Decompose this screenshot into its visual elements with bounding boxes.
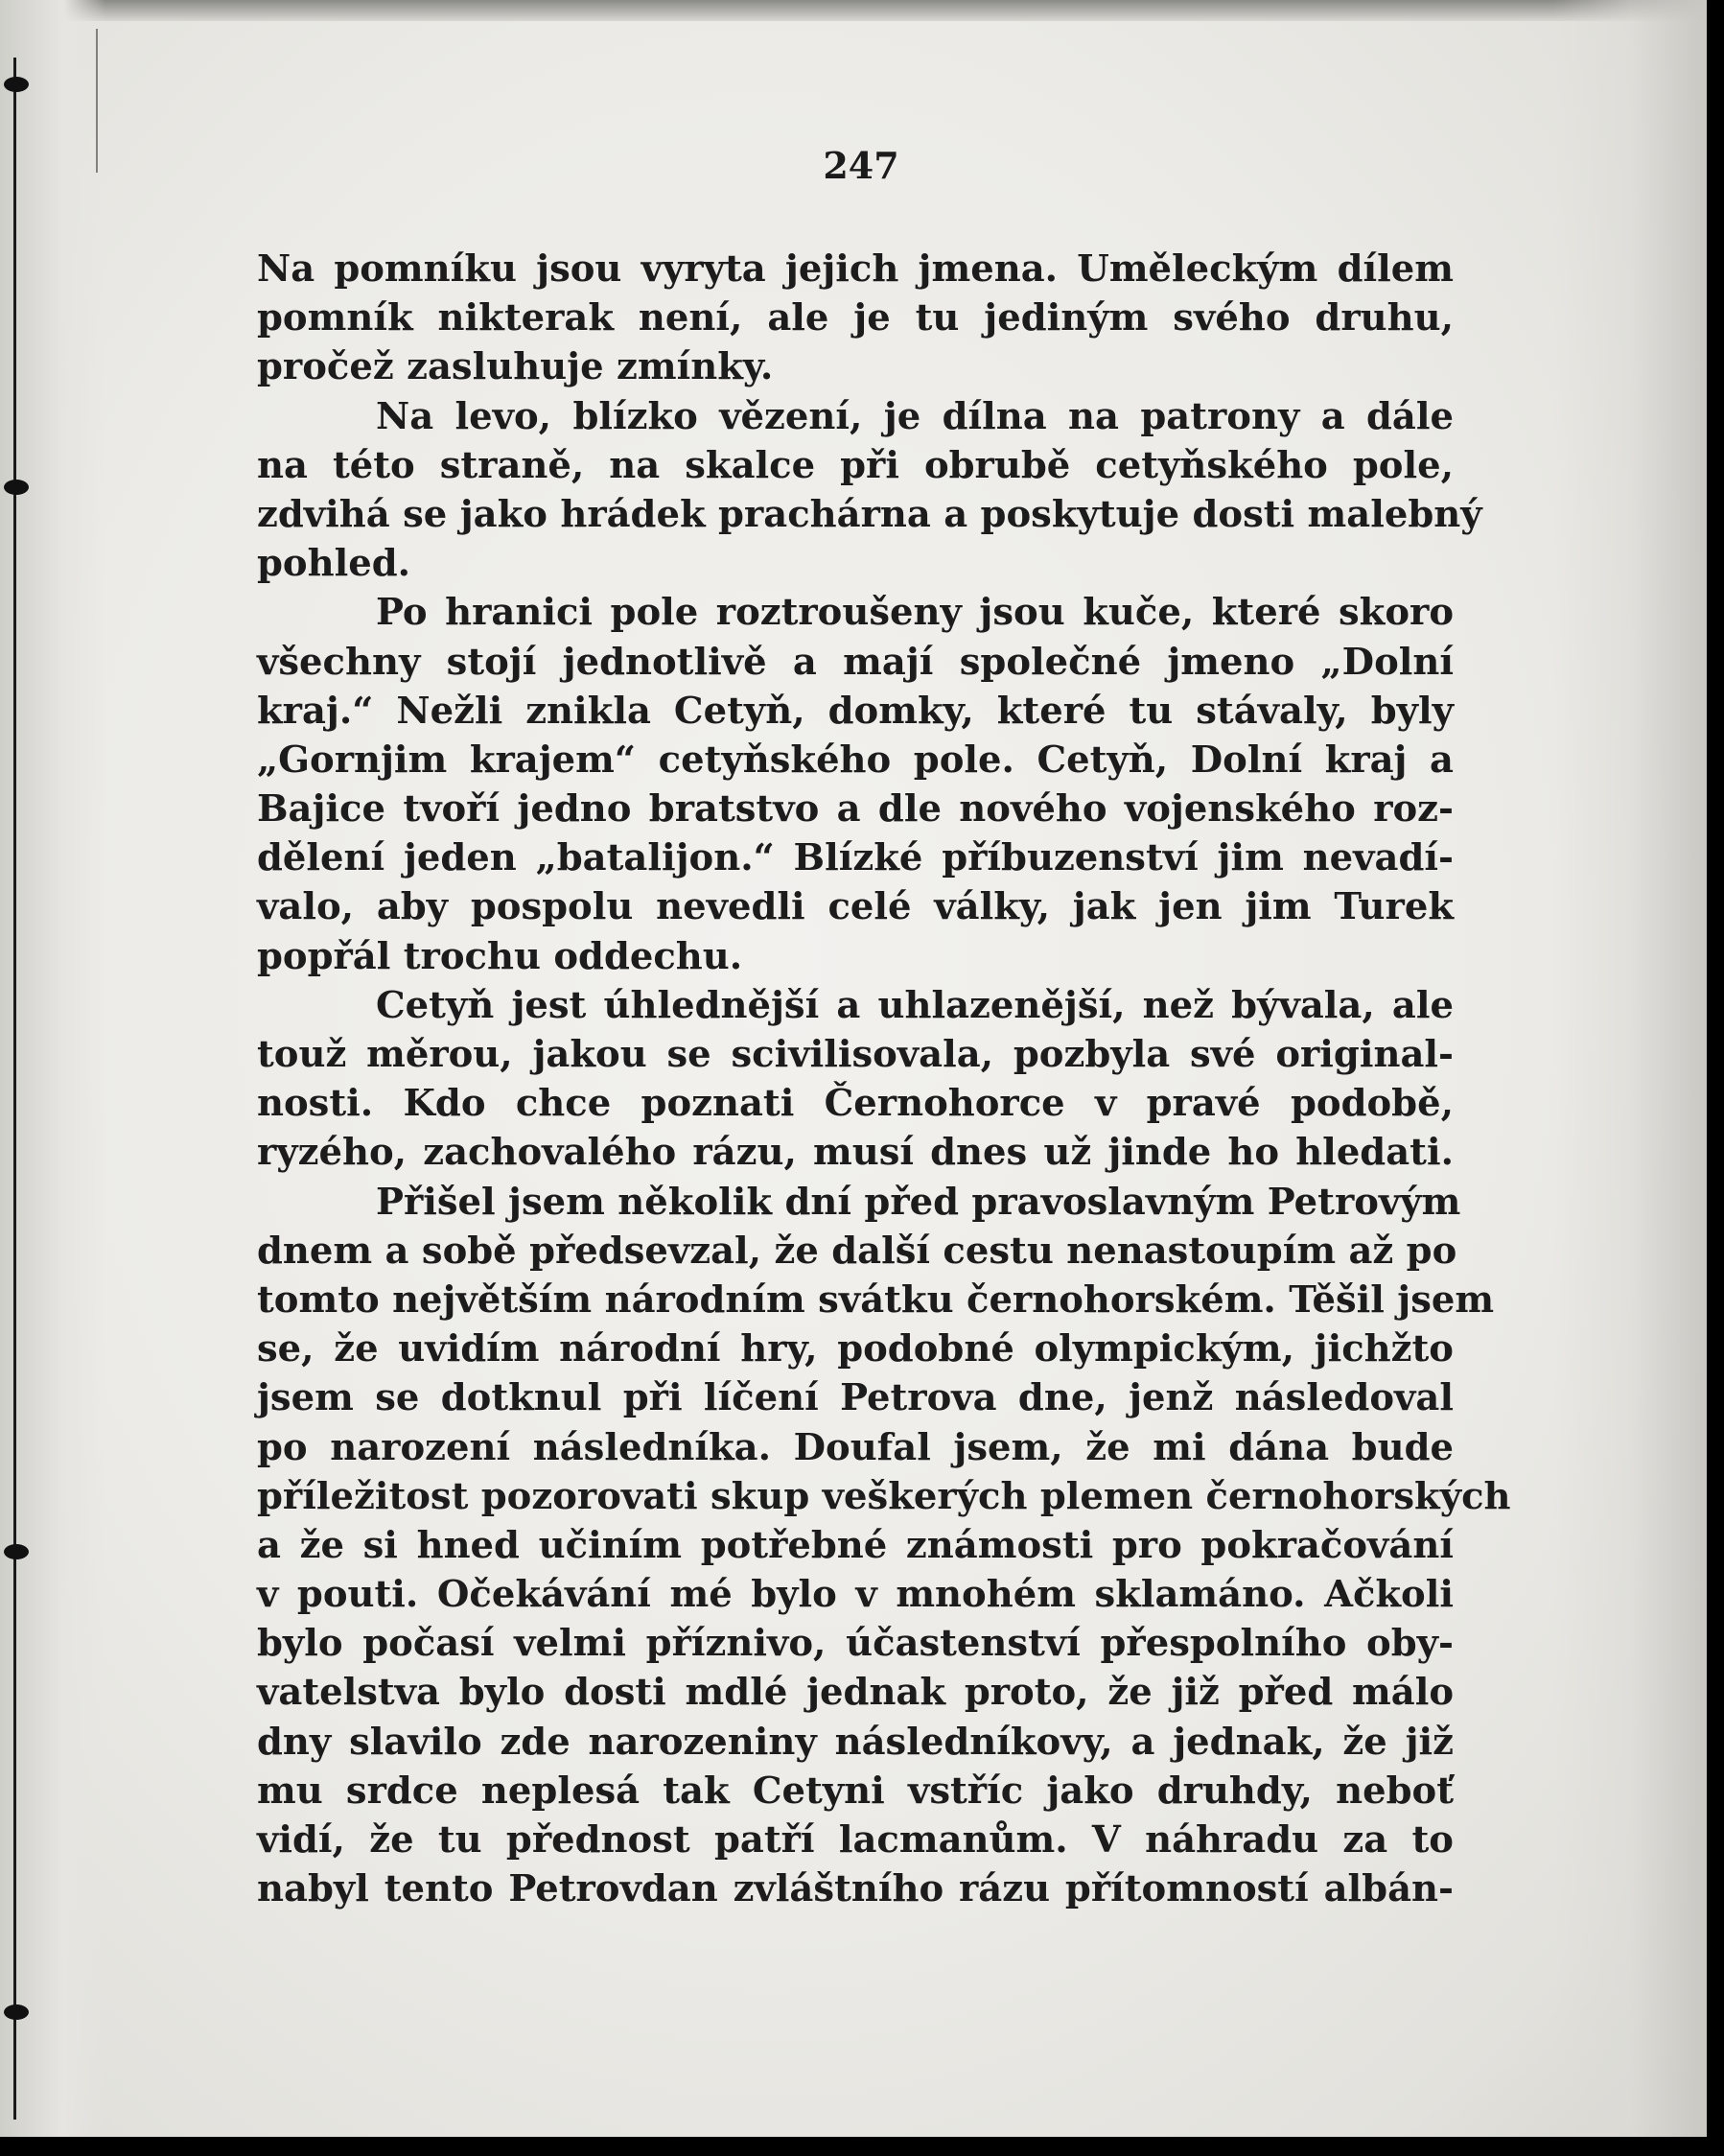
text-line: Cetyň jest úhlednější a uhlazenější, než bývala, ale <box>376 983 1454 1027</box>
text-line: mu srdce neplesá tak Cetyni vstříc jako druhdy, neboť <box>257 1769 1454 1813</box>
text-line: ryzého, zachovalého rázu, musí dnes už jinde ho hledati. <box>257 1131 1454 1175</box>
text-line: nabyl tento Petrovdan zvláštního rázu přítomností albán- <box>257 1867 1454 1911</box>
binding-line <box>13 58 16 2120</box>
text-line: popřál trochu oddechu. <box>257 934 743 978</box>
page-number: 247 <box>823 144 899 187</box>
text-line: pohled. <box>257 542 411 586</box>
text-line: nosti. Kdo chce poznati Černohorce v pravé podobě, <box>257 1082 1454 1126</box>
text-line: jsem se dotknul při líčení Petrova dne, jenž následoval <box>257 1376 1454 1420</box>
text-line: na této straně, na skalce při obrubě cetyňského pole, <box>257 443 1454 487</box>
text-line: zdvihá se jako hrádek prachárna a poskytuje dosti malebný <box>257 492 1482 536</box>
text-line: vatelstva bylo dosti mdlé jednak proto, že již před málo <box>257 1671 1454 1715</box>
text-line: dny slavilo zde narozeniny následníkovy, a jednak, že již <box>257 1720 1454 1764</box>
binding-line-short <box>96 29 98 173</box>
text-line: „Gornjim krajem“ cetyňského pole. Cetyň, Dolní kraj a <box>257 738 1454 782</box>
binding-mark <box>4 2004 29 2020</box>
text-line: kraj.“ Nežli znikla Cetyň, domky, které tu stávaly, byly <box>257 689 1454 733</box>
text-line: touž měrou, jakou se scivilisovala, pozbyla své original- <box>257 1033 1454 1076</box>
text-line: Bajice tvoří jedno bratstvo a dle nového vojenského roz- <box>257 787 1454 832</box>
text-line: dnem a sobě předsevzal, že další cestu nenastoupím až po <box>257 1229 1457 1273</box>
text-line: bylo počasí velmi příznivo, účastenství přespolního oby- <box>257 1622 1454 1666</box>
text-line: v pouti. Očekávání mé bylo v mnohém sklamáno. Ačkoli <box>257 1573 1454 1617</box>
text-line: se, že uvidím národní hry, podobné olympickým, jichžto <box>257 1327 1454 1371</box>
text-line: a že si hned učiním potřebné známosti pro pokračování <box>257 1523 1454 1567</box>
text-line: Přišel jsem několik dní před pravoslavným Petrovým <box>376 1180 1461 1224</box>
text-line: tomto největším národním svátku černohorském. Těšil jsem <box>257 1277 1495 1322</box>
text-line: pročež zasluhuje zmínky. <box>257 345 774 389</box>
body-text <box>257 245 1511 1913</box>
text-line: příležitost pozorovati skup veškerých plemen černohorských <box>257 1474 1511 1518</box>
text-line: Na levo, blízko vězení, je dílna na patrony a dále <box>376 394 1454 438</box>
text-line: valo, aby pospolu nevedli celé války, jak jen jim Turek <box>257 885 1454 929</box>
binding-mark <box>4 77 29 92</box>
top-edge-shadow <box>0 0 1707 21</box>
text-line: vidí, že tu přednost patří lacmanům. V náhradu za to <box>257 1818 1454 1862</box>
text-line: všechny stojí jednotlivě a mají společné jmeno „Dolní <box>257 640 1454 684</box>
right-edge-shadow <box>1553 0 1707 2137</box>
text-line: Po hranici pole roztroušeny jsou kuče, které skoro <box>376 591 1454 635</box>
text-line: pomník nikterak není, ale je tu jediným svého druhu, <box>257 296 1454 340</box>
text-line: Na pomníku jsou vyryta jejich jmena. Uměleckým dílem <box>257 247 1454 291</box>
binding-mark <box>4 480 29 495</box>
text-line: po narození následníka. Doufal jsem, že mi dána bude <box>257 1425 1454 1469</box>
text-line: dělení jeden „batalijon.“ Blízké příbuzenství jim nevadí- <box>257 836 1454 880</box>
binding-mark <box>4 1544 29 1559</box>
